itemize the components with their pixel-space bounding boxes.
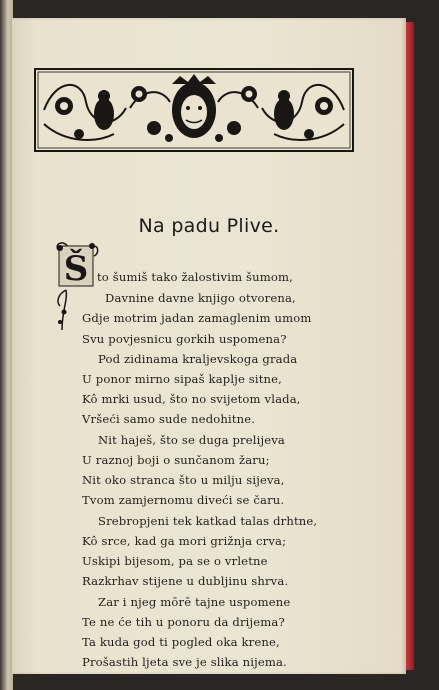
poem-line: Pod zidinama kraljevskoga grada: [98, 352, 298, 366]
poem-line: Razkrhav stijene u dubljinu shrva.: [82, 574, 289, 588]
drop-cap-letter: Š: [63, 249, 89, 289]
poem-line: Davnine davne knjigo otvorena,: [105, 291, 296, 305]
poem-body: [12, 18, 406, 674]
poem-line: Gdje motrim jadan zamaglenim umom: [82, 311, 312, 325]
poem-line: U raznoj boji o sunčanom žaru;: [82, 453, 270, 467]
poem-line: Nit oko stranca što u milju sijeva,: [82, 473, 285, 487]
poem-line: Kô mrki usud, što no svijetom vlada,: [82, 392, 301, 406]
poem-line: Vršeći samo sude nedohitne.: [82, 412, 256, 426]
poem-line: Kô srce, kad ga mori grižnja crva;: [82, 534, 287, 548]
poem-title: Na padu Plive.: [138, 215, 280, 237]
poem-line: Uskipi bijesom, pa se o vrletne: [82, 554, 268, 568]
poem-line: U ponor mirno sipaš kaplje sitne,: [82, 372, 283, 386]
poem-line: Ta kuda god ti pogled oka krene,: [82, 635, 280, 649]
poem-line: Svu povjesnicu gorkih uspomena?: [82, 332, 287, 346]
poem-line: Zar i njeg mōrē tajne uspomene: [98, 595, 291, 609]
poem-line: Tvom zamjernomu diveći se čaru.: [82, 493, 285, 507]
poem-line: Srebropjeni tek katkad talas drhtne,: [98, 514, 318, 528]
poem-line: Prošastih ljeta sve je slika nijema.: [82, 655, 287, 669]
poem-line: Nit haješ, što se duga prelijeva: [98, 433, 285, 447]
poem-line: to šumiš tako žalostivim šumom,: [97, 270, 294, 284]
poem-line: Te ne će tih u ponoru da drijema?: [82, 615, 285, 629]
book-page: [12, 18, 406, 674]
